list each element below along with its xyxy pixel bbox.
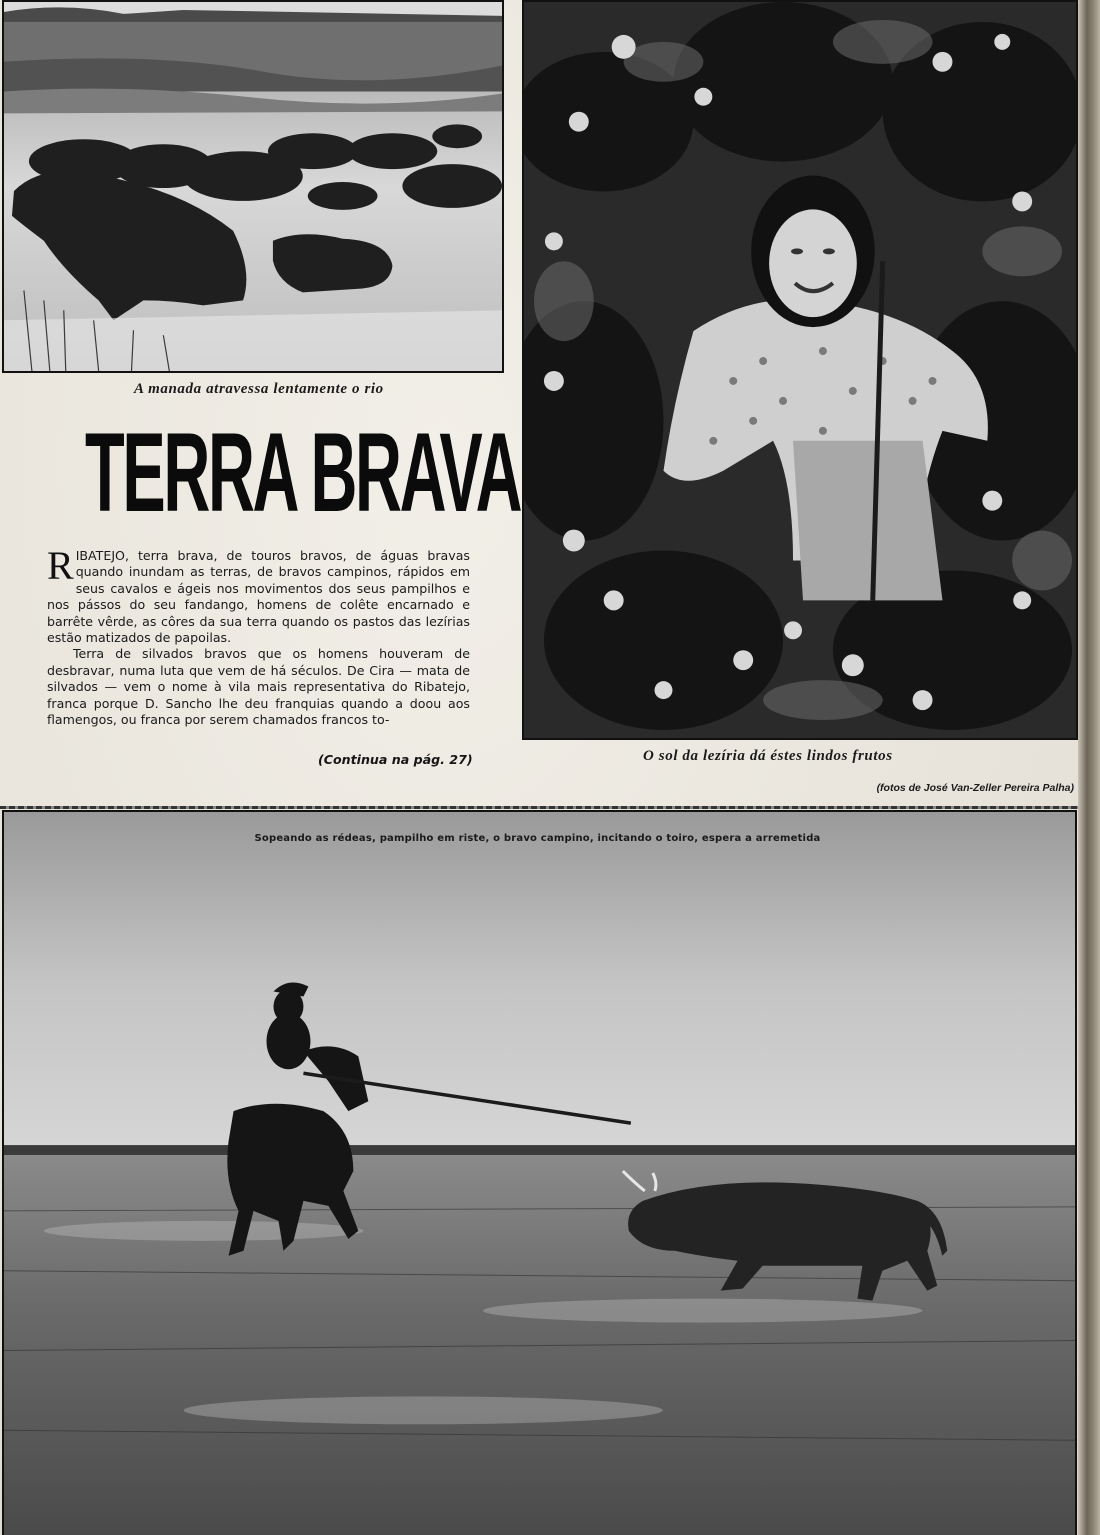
paragraph-1-text: IBATEJO, terra brava, de touros bravos, de águas bravas quando inundam as terras, de bravos campinos, rápidos em seus cavalos e ágeis nos movimentos dos seus pampilhos e nos pássos do seu fandango, homens de colête encarnado e barrête vêrde, as côres da sua terra quando os pastos das lezírias estão matizados de papoilas. <box>47 548 470 646</box>
herd-river-photo <box>2 0 504 373</box>
herd-photo-caption: A manada atravessa lentamente o rio <box>134 381 384 397</box>
continued-link[interactable]: (Continua na pág. 27) <box>318 752 473 767</box>
woman-orchard-photo <box>522 0 1078 740</box>
article-paragraph-2: Terra de silvados bravos que os homens houveram de desbravar, numa luta que vem de há séculos. De Cira — mata de silvados — vem o nome à vila mais representativa do Ribatejo, franca porque D. Sancho lhe deu franquias quando a doou aos flamengos, ou franca por serem chamados francos to- <box>47 646 470 728</box>
page-binding-edge <box>1078 0 1100 1535</box>
campino-photo-caption: Sopeando as rédeas, pampilho em riste, o bravo campino, incitando o toiro, espera a arremetida <box>254 833 821 844</box>
woman-photo-caption: O sol da lezíria dá éstes lindos frutos <box>643 748 893 764</box>
drop-cap: R <box>47 543 74 588</box>
photo-credit: (fotos de José Van-Zeller Pereira Palha) <box>876 782 1074 794</box>
article-paragraph-1 <box>47 543 470 646</box>
section-divider <box>0 806 1078 809</box>
article-title: TERRA BRAVA <box>85 410 521 535</box>
campino-bull-photo <box>2 810 1077 1535</box>
article-body <box>47 543 470 728</box>
